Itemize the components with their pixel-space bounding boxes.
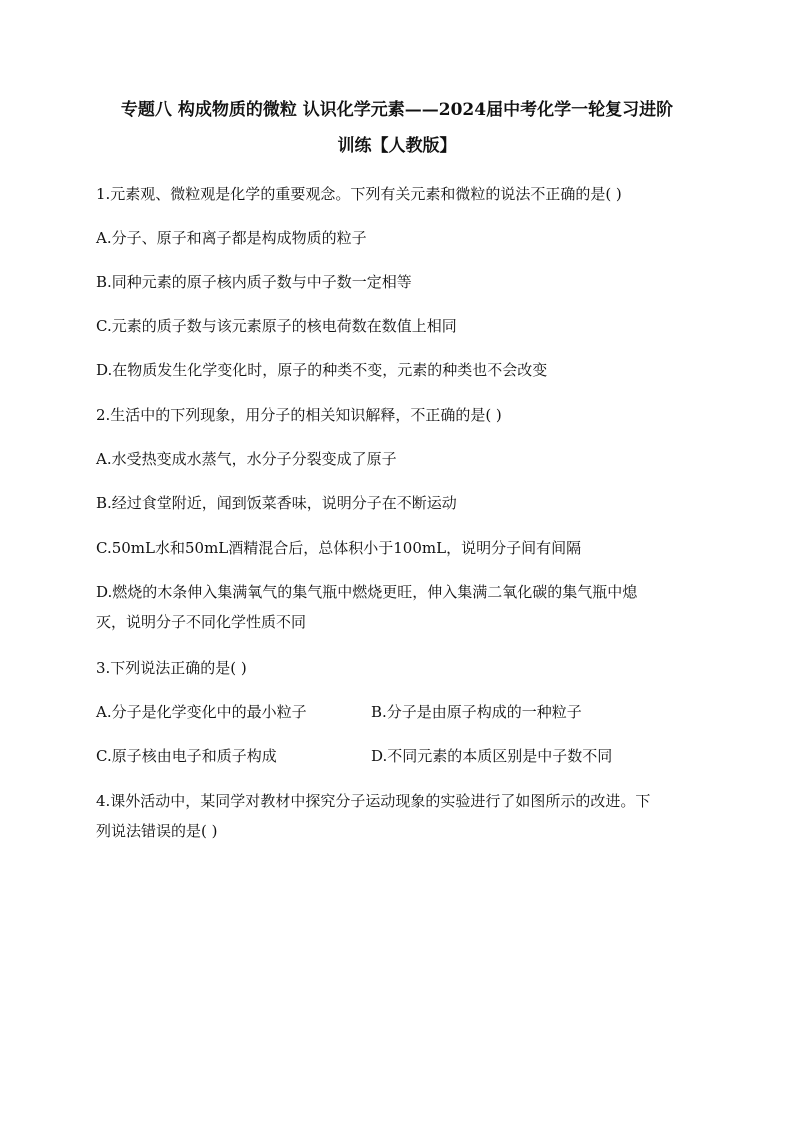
question-2-option-d-line-2: 灭，说明分子不同化学性质不同 [96,613,307,631]
question-2-option-b: B.经过食堂附近，闻到饭菜香味，说明分子在不断运动 [96,494,457,512]
document-title-line-2: 训练【人教版】 [337,136,457,156]
question-1-option-a: A.分子、原子和离子都是构成物质的粒子 [96,229,367,247]
question-3-option-c: C.原子核由电子和质子构成 [96,747,277,765]
question-4-stem-line-1: 4.课外活动中，某同学对教材中探究分子运动现象的实验进行了如图所示的改进。下 [96,792,651,810]
question-3-option-a: A.分子是化学变化中的最小粒子 [96,703,307,721]
question-1-option-d: D.在物质发生化学变化时，原子的种类不变，元素的种类也不会改变 [96,361,548,379]
question-4-stem-line-2: 列说法错误的是( ) [96,822,218,840]
question-3-stem: 3.下列说法正确的是( ) [96,659,247,677]
document-title-line-1: 专题八 构成物质的微粒 认识化学元素——2024届中考化学一轮复习进阶 [120,100,674,120]
question-1-stem: 1.元素观、微粒观是化学的重要观念。下列有关元素和微粒的说法不正确的是( ) [96,185,622,203]
question-2-option-c: C.50mL水和50mL酒精混合后，总体积小于100mL，说明分子间有间隔 [96,539,582,557]
question-2-option-d-line-1: D.燃烧的木条伸入集满氧气的集气瓶中燃烧更旺，伸入集满二氧化碳的集气瓶中熄 [96,583,638,601]
question-3-option-d: D.不同元素的本质区别是中子数不同 [371,747,613,765]
question-1-option-b: B.同种元素的原子核内质子数与中子数一定相等 [96,273,412,291]
question-3-option-b: B.分子是由原子构成的一种粒子 [371,703,582,721]
question-1-option-c: C.元素的质子数与该元素原子的核电荷数在数值上相同 [96,317,457,335]
question-2-stem: 2.生活中的下列现象，用分子的相关知识解释，不正确的是( ) [96,406,502,424]
question-2-option-a: A.水受热变成水蒸气，水分子分裂变成了原子 [96,450,397,468]
